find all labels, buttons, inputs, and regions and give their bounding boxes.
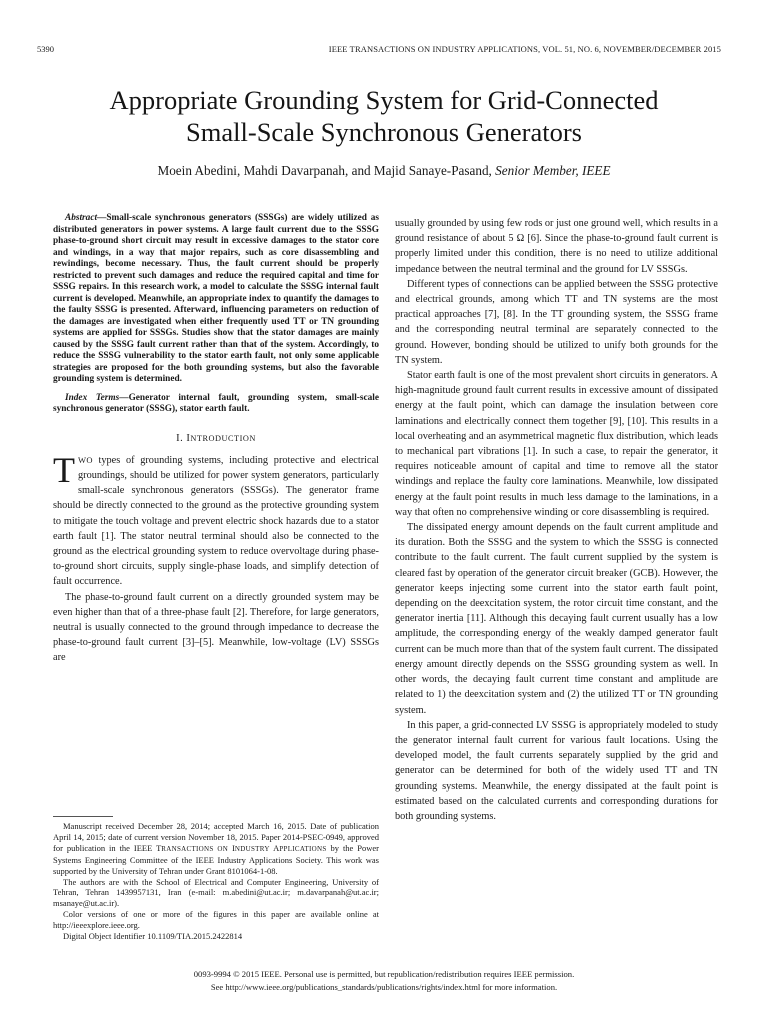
right-paragraph-3: Stator earth fault is one of the most prevalent short circuits in generators. A high-magnitude ground fault current results in excessive amount of dissipated energy at the fault point, which can damage the insulation between core laminations and electrically connect them together [9], [10]. This results in a local overheating and an asymmetrical magnetic flux distribution, which leads to mechanical part vibrations [1]. In such a case, to repair the generator, it requires noticeable amount of capital and time to remove all the stator windings and replace the faulty core laminations. Meanwhile, low dissipated energy at the fault point results in much less damage to the laminations, in a way that often no comprehensive winding or core disassembling is required. [395, 370, 718, 518]
index-terms-lead: Index Terms [65, 392, 120, 403]
paper-title [0, 84, 768, 148]
footnote-sc-1: RANSACTIONS ON [161, 844, 229, 853]
copyright-notice [0, 968, 768, 993]
title-line-1: Appropriate Grounding System for Grid-Connected [109, 85, 659, 115]
intro-paragraph-1-text: types of grounding systems, including protective and electrical groundings, should be utilized for power system generators, particularly small-scale synchronous generators (SSSGs). The generator frame should be directly connected to the ground as the protective grounding system to mitigate the touch voltage and prevent electric shock hazards due to a stator earth fault [1]. The stator neutral terminal should also be connected to the ground as the electrical grounding system to reduce overvoltage during phase-to-ground short circuits, supply single-phase loads, and simplify detection of fault occurrence. [53, 454, 379, 588]
first-word-upper: WO [78, 454, 93, 465]
right-paragraph-5: In this paper, a grid-connected LV SSSG is appropriately modeled to study the generator internal fault current for various fault locations. Using the developed model, the fault currents separately supplied by the grid and generator can be determined for both of the widely used TT and TN grounding systems. Meanwhile, the energy dissipated at the fault point is estimated based on the calculated currents and corresponding durations for both grounding systems. [395, 719, 718, 822]
right-column [395, 216, 718, 824]
abstract-lead: Abstract [65, 213, 98, 223]
abstract-text: —Small-scale synchronous generators (SSSGs) are widely utilized as distributed generators in power systems. A large fault current due to the SSSG phase-to-ground short circuit may result in excessive damages to the stator core and windings, in a way that major repairs, such as core disassembling and rewindings, become necessary. Thus, the fault current should be properly restricted to prevent such damages and reduce the required capital and time for SSSG repairs. In this research work, a model to calculate the SSSG internal fault current is developed. Meanwhile, an appropriate index to quantify the damages to the faulty SSSG is presented. Afterward, influencing parameters on reduction of the damages are investigated when either frequently used TT or TN grounding systems are applied for SSSGs. Studies show that the stator damages are mainly caused by the SSSG fault current rather than that of the system. Accordingly, to reduce the SSSG vulnerability to the stator earth fault, not only some applicable strategies are proposed for the both grounding systems, but also the favorable grounding system is determined. [53, 213, 379, 384]
abstract [53, 213, 379, 386]
footnote-divider [53, 816, 113, 817]
drop-cap: T [53, 449, 75, 490]
right-paragraph-4: The dissipated energy amount depends on the fault current amplitude and its duration. Both the SSSG and the system to which the SSSG is connected contribute to the fault current. The fault current supplied by the system is cleared fast by operation of the generator circuit breaker (GCB). However, the generator keeps injecting some current into the stator earth fault point, depending on the deexcitation system, the rotor circuit time constant, and the generator inertia [11]. Although this decaying fault current usually has a low amplitude, the corresponding energy of the weakly damped generator fault current can be much more than that of the system fault current. The dissipated energy amount directly depends on the SSSG grounding system as well. In other words, the decaying fault current time constant and amplitude are related to 1) the deexcitation system and (2) the utilized TT or TN grounding system. [395, 522, 718, 716]
footnote-manuscript-b: by the Power Systems Engineering Committee of the IEEE Industry Applications Society. This work was supported by the University of Tehran under Grant 8101064-1-08. [53, 842, 379, 876]
footnote-authors: The authors are with the School of Electrical and Computer Engineering, University of Tehran, Tehran 1439957131, Iran (e-mail: m.abedini@ut.ac.ir; m.davarpanah@ut.ac.ir; msanaye@ut.ac.ir). [53, 876, 379, 909]
author-list [0, 163, 768, 179]
footnote-sc-3: NDUSTRY [234, 844, 270, 853]
copyright-line-2: See http://www.ieee.org/publications_standards/publications/rights/index.html for more information. [210, 981, 558, 992]
footnote-doi: Digital Object Identifier 10.1109/TIA.2015.2422814 [63, 931, 243, 942]
index-terms-text: —Generator internal fault, grounding system, small-scale synchronous generator (SSSG), stator earth fault. [53, 392, 379, 414]
left-column [53, 213, 379, 666]
index-terms [53, 393, 379, 416]
section-name: NTRODUCTION [190, 433, 256, 443]
footnotes [53, 821, 379, 942]
footnote-sc-4: A [269, 842, 280, 853]
author-membership: Senior Member, IEEE [495, 163, 611, 178]
section-number: I. I [176, 432, 191, 444]
footnote-color-versions: Color versions of one or more of the figures in this paper are available online at http://ieeexplore.ieee.org. [53, 909, 379, 931]
footnote-manuscript-a: Manuscript received December 28, 2014; accepted March 16, 2015. Date of publication April 14, 2015; date of current version November 18, 2015. Paper 2014-PSEC-0949, approved for publication in the IEEE T [53, 821, 379, 853]
page-number: 5390 [37, 44, 54, 54]
intro-paragraph-1 [53, 449, 379, 590]
section-heading-introduction [53, 431, 379, 446]
copyright-line-1: 0093-9994 © 2015 IEEE. Personal use is permitted, but republication/redistribution requires IEEE permission. [193, 969, 575, 979]
right-paragraph-2: Different types of connections can be applied between the SSSG protective and electrical grounds, among which TT and TN systems are the most practical approaches [7], [8]. In the TT grounding system, the SSSG frame and the corresponding neutral terminal are separately connected to the ground. However, bonding should be utilized to unify both grounds for the TN system. [395, 278, 718, 366]
intro-paragraph-2: The phase-to-ground fault current on a directly grounded system may be even higher than that of a three-phase fault [2]. Therefore, for large generators, neutral is usually connected to the ground through impedance to decrease the phase-to-ground fault current [3]–[5]. Meanwhile, low-voltage (LV) SSSGs are [53, 591, 379, 664]
footnote-sc-2: I [228, 842, 235, 853]
right-paragraph-1: usually grounded by using few rods or just one ground well, which results in a ground resistance of about 5 Ω [6]. Since the phase-to-ground fault current is properly limited under this condition, there is no need to utilize additional impedance between the neutral terminal and the ground for LV SSSGs. [395, 218, 718, 275]
journal-header: IEEE TRANSACTIONS ON INDUSTRY APPLICATIONS, VOL. 51, NO. 6, NOVEMBER/DECEMBER 2015 [328, 44, 721, 54]
footnote-manuscript [53, 821, 379, 877]
author-names: Moein Abedini, Mahdi Davarpanah, and Majid Sanaye-Pasand, [157, 163, 492, 178]
footnote-sc-5: PPLICATIONS [279, 844, 327, 853]
title-line-2: Small-Scale Synchronous Generators [186, 117, 582, 147]
